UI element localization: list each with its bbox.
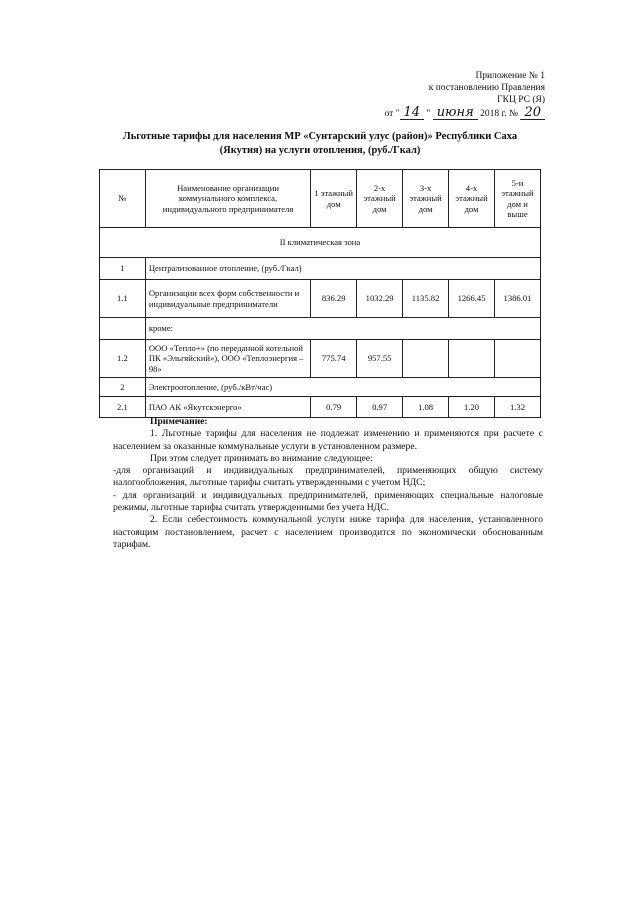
note-2: 2. Если себестоимость коммунальной услуги ниже тарифа для населения, установленного настоящим постановлением, расчет с населением производится по экономически обоснованным тарифам. [113, 514, 543, 550]
tariff-value: 1386.01 [495, 280, 541, 318]
row-num-empty [100, 318, 146, 340]
table-row [100, 340, 541, 378]
notes-section [113, 416, 543, 551]
appendix-number: Приложение № 1 [475, 71, 545, 81]
row-name: Организации всех форм собственности и индивидуальные предприниматели [145, 280, 310, 318]
handwritten-number: 20 [520, 107, 545, 120]
row-name: Электроотопление, (руб./кВт/час) [145, 378, 540, 397]
row-num: 1 [100, 258, 146, 280]
row-name: кроме: [145, 318, 540, 340]
tariff-value-empty [403, 340, 449, 378]
tariff-value-empty [495, 340, 541, 378]
tariff-value: 957.55 [357, 340, 403, 378]
climate-zone: II климатическая зона [100, 228, 541, 258]
appendix-resolution: к постановлению Правления [428, 83, 545, 93]
header-1-floor: 1 этажный дом [311, 170, 357, 228]
table-row [100, 280, 541, 318]
row-name: ООО «Тепло+» (по переданной котельной ПК «Эльгяйский»), ООО «Теплоэнергия – 98» [145, 340, 310, 378]
handwritten-day: 14 [400, 107, 425, 120]
row-name: ПАО АК «Якутскэнерго» [145, 397, 310, 418]
tariff-value: 836.29 [311, 280, 357, 318]
note-attention: При этом следует принимать во внимание следующее: [150, 452, 373, 464]
table-row [100, 378, 541, 397]
date-prefix: от " [384, 109, 400, 119]
header-5-floor: 5-и этажный дом и выше [495, 170, 541, 228]
table-row [100, 258, 541, 280]
row-num: 1.2 [100, 340, 146, 378]
appendix-header [384, 70, 545, 120]
table-header-row [100, 170, 541, 228]
appendix-date-line: от " 14 " июня 2018 г. № 20 [384, 107, 545, 120]
header-organization: Наименование организации коммунального комплекса, индивидуального предпринимателя [145, 170, 310, 228]
row-num: 1.1 [100, 280, 146, 318]
header-4-floor: 4-х этажный дом [449, 170, 495, 228]
document-title [100, 130, 540, 158]
tariff-value: 1135.82 [403, 280, 449, 318]
tariff-value: 1.20 [449, 397, 495, 418]
table-row [100, 397, 541, 418]
handwritten-month: июня [433, 107, 478, 120]
header-num: № [100, 170, 146, 228]
note-general-tax: -для организаций и индивидуальных предпринимателей, применяющих общую систему налогообложения, льготные тарифы считать утвержденными с учетом НДС; [113, 465, 543, 489]
tariff-table [99, 169, 541, 418]
note-special-tax: - для организаций и индивидуальных предпринимателей, применяющих специальные налоговые режимы, льготные тарифы считать утвержденными без учета НДС. [113, 489, 543, 514]
tariff-value: 1266.45 [449, 280, 495, 318]
title-line-2: (Якутия) на услуги отопления, (руб./Гкал) [219, 145, 421, 156]
year-text: 2018 г. № [480, 109, 519, 119]
title-line-1: Льготные тарифы для населения МР «Сунтарский улус (район)» Республики Саха [122, 131, 518, 142]
row-name: Централизованное отопление, (руб./Гкал) [145, 258, 540, 280]
row-num: 2 [100, 378, 146, 397]
zone-row [100, 228, 541, 258]
appendix-authority: ГКЦ РС (Я) [497, 95, 545, 105]
tariff-value: 0.97 [357, 397, 403, 418]
tariff-value: 1.08 [403, 397, 449, 418]
tariff-value: 1.32 [495, 397, 541, 418]
tariff-value: 775.74 [311, 340, 357, 378]
header-3-floor: 3-х этажный дом [403, 170, 449, 228]
note-1: 1. Льготные тарифы для населения не подлежат изменению и применяются при расчете с населением за оказанные коммунальные услуги в установленном размере. [113, 428, 543, 452]
tariff-value-empty [449, 340, 495, 378]
table-row [100, 318, 541, 340]
header-2-floor: 2-х этажный дом [357, 170, 403, 228]
row-num: 2.1 [100, 397, 146, 418]
notes-heading: Примечание: [150, 416, 208, 427]
tariff-value: 0.79 [311, 397, 357, 418]
tariff-value: 1032.29 [357, 280, 403, 318]
